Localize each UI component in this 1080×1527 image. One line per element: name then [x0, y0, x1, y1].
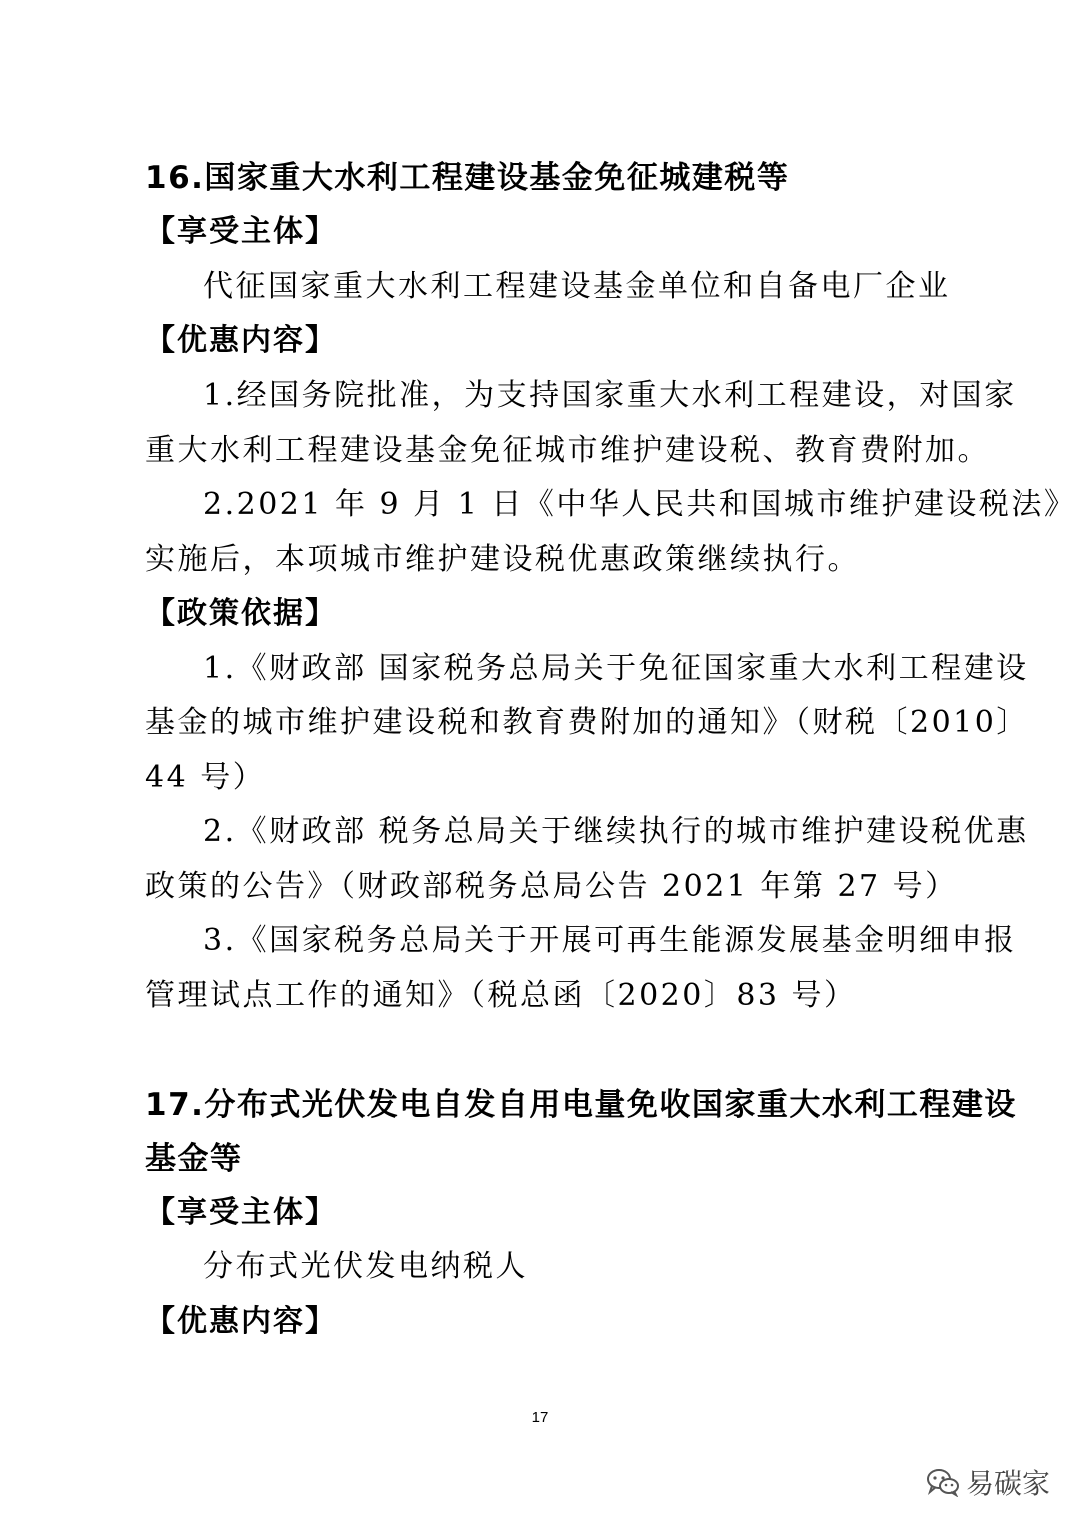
section-17-subject-label: 【享受主体】 — [145, 1195, 337, 1230]
section-16-subject-label: 【享受主体】 — [145, 214, 337, 249]
section-16-benefit-line: 重大水利工程建设基金免征城市维护建设税、教育费附加。 — [145, 433, 990, 468]
section-16-basis-label: 【政策依据】 — [145, 596, 337, 631]
section-16-basis-line: 2.《财政部 税务总局关于继续执行的城市维护建设税优惠 — [203, 814, 1029, 849]
section-17-title: 17.分布式光伏发电自发自用电量免收国家重大水利工程建设 — [145, 1087, 1017, 1123]
section-16-benefit-line: 2.2021 年 9 月 1 日《中华人民共和国城市维护建设税法》 — [203, 487, 1077, 522]
watermark-text: 易碳家 — [966, 1467, 1051, 1500]
wechat-icon — [926, 1467, 960, 1497]
section-16-subject-text: 代征国家重大水利工程建设基金单位和自备电厂企业 — [203, 269, 951, 304]
section-16-title: 16.国家重大水利工程建设基金免征城建税等 — [145, 160, 790, 196]
section-16-basis-line: 政策的公告》（财政部税务总局公告 2021 年第 27 号） — [145, 869, 958, 904]
section-16-basis-line: 1.《财政部 国家税务总局关于免征国家重大水利工程建设 — [203, 651, 1029, 686]
section-16-benefit-label: 【优惠内容】 — [145, 323, 337, 358]
section-16-basis-line: 44 号） — [145, 760, 266, 795]
page-number: 17 — [531, 1409, 549, 1426]
section-17-subject-text: 分布式光伏发电纳税人 — [203, 1249, 528, 1284]
section-17-benefit-label: 【优惠内容】 — [145, 1304, 337, 1339]
section-16-basis-line: 3.《国家税务总局关于开展可再生能源发展基金明细申报 — [203, 923, 1017, 958]
watermark — [926, 1462, 1050, 1502]
section-16-basis-line: 管理试点工作的通知》（税总函〔2020〕83 号） — [145, 978, 857, 1013]
section-16-benefit-line: 1.经国务院批准，为支持国家重大水利工程建设，对国家 — [203, 378, 1017, 413]
section-16-basis-line: 基金的城市维护建设税和教育费附加的通知》（财税〔2010〕 — [145, 705, 1029, 740]
section-17-title-cont: 基金等 — [145, 1141, 243, 1177]
section-16-benefit-line: 实施后，本项城市维护建设税优惠政策继续执行。 — [145, 542, 860, 577]
